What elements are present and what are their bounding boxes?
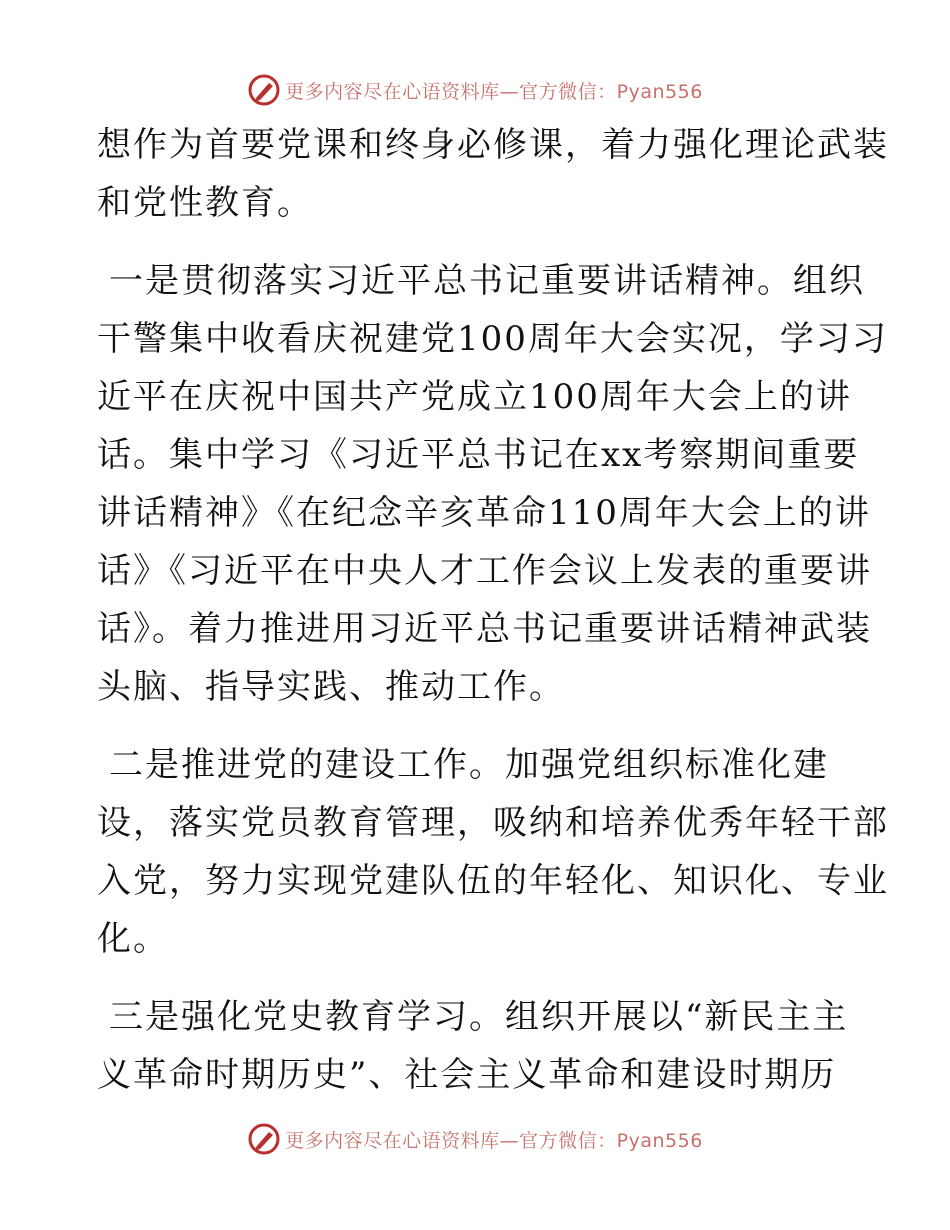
text-line: 话》。着力推进用习近平总书记重要讲话精神武装 xyxy=(97,609,872,649)
paragraph-second-point xyxy=(97,736,889,968)
pen-logo-icon xyxy=(247,1122,281,1156)
footer-watermark-banner xyxy=(0,1119,950,1159)
footer-banner-text xyxy=(285,1126,703,1153)
header-site-text: 更多内容尽在心语资料库 xyxy=(285,80,500,103)
header-dash: — xyxy=(499,80,520,103)
paragraph-intro-continuation xyxy=(97,116,889,232)
text-line: 和党性教育。 xyxy=(97,183,313,223)
document-body xyxy=(97,116,889,1104)
text-line: 话。集中学习《习近平总书记在xx考察期间重要 xyxy=(97,435,860,475)
text-line: 想作为首要党课和终身必修课，着力强化理论武装 xyxy=(97,125,889,165)
text-line: 近平在庆祝中国共产党成立100周年大会上的讲 xyxy=(97,377,852,417)
text-line: 二是推进党的建设工作。加强党组织标准化建 xyxy=(109,745,829,785)
paragraph-third-point xyxy=(97,988,857,1104)
paragraph-first-point xyxy=(97,252,888,716)
text-line: 一是贯彻落实习近平总书记重要讲话精神。组织 xyxy=(109,261,865,301)
text-line: 入党，努力实现党建队伍的年轻化、知识化、专业 xyxy=(97,861,889,901)
header-banner-text xyxy=(285,77,703,104)
footer-dash: — xyxy=(499,1129,520,1152)
text-line: 义革命时期历史”、社会主义革命和建设时期历 xyxy=(97,1055,837,1095)
text-line: 头脑、指导实践、推动工作。 xyxy=(97,667,565,707)
footer-wechat-text: 官方微信：Pyan556 xyxy=(519,1129,703,1152)
pen-logo-icon xyxy=(247,73,281,107)
text-line: 话》《习近平在中央人才工作会议上发表的重要讲 xyxy=(97,551,872,591)
text-line: 干警集中收看庆祝建党100周年大会实况，学习习 xyxy=(97,319,888,359)
text-line: 设，落实党员教育管理，吸纳和培养优秀年轻干部 xyxy=(97,803,889,843)
header-watermark-banner xyxy=(0,70,950,110)
header-wechat-text: 官方微信：Pyan556 xyxy=(519,80,703,103)
text-line: 讲话精神》《在纪念辛亥革命110周年大会上的讲 xyxy=(97,493,871,533)
text-line: 三是强化党史教育学习。组织开展以“新民主主 xyxy=(109,997,849,1037)
text-line: 化。 xyxy=(97,919,169,959)
footer-site-text: 更多内容尽在心语资料库 xyxy=(285,1129,500,1152)
